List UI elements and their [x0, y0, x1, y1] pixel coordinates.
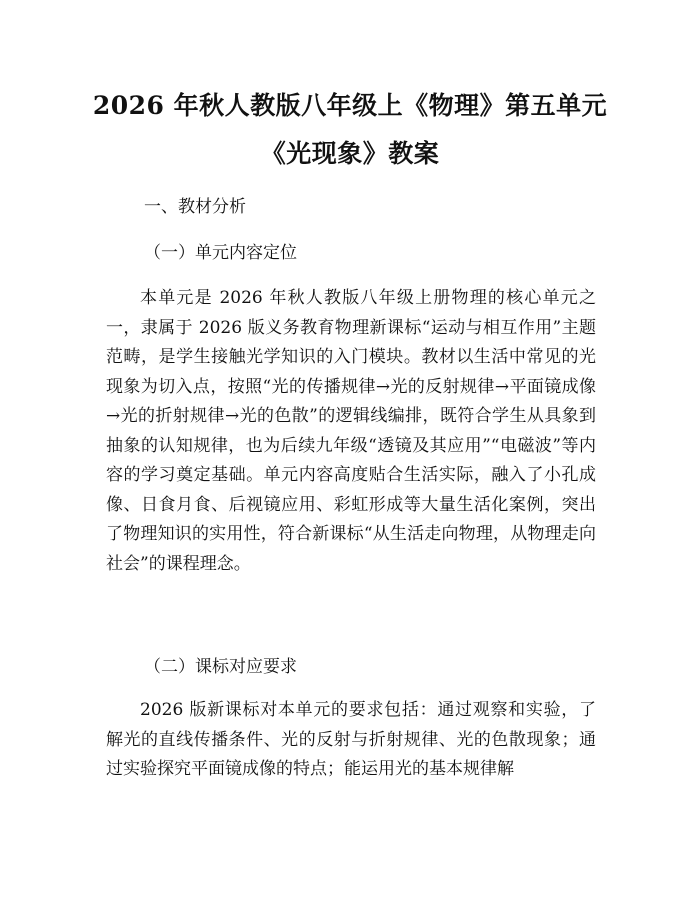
subsection-heading-curriculum-requirements: （二）课标对应要求	[144, 657, 297, 677]
document-title-line-1: 2026 年秋人教版八年级上《物理》第五单元	[92, 91, 608, 120]
paragraph-unit-positioning: 本单元是 2026 年秋人教版八年级上册物理的核心单元之一，隶属于 2026 版义务教育物理新课标“运动与相互作用”主题范畴，是学生接触光学知识的入门模块。教材以生活中常见的光现象为切入点，按照“光的传播规律→光的反射规律→平面镜成像→光的折射规律→光的色散”的逻辑线编排，既符合学生从具象到抽象的认知规律，也为后续九年级“透镜及其应用”“电磁波”等内容的学习奠定基础。单元内容高度贴合生活实际，融入了小孔成像、日食月食、后视镜应用、彩虹形成等大量生活化案例，突出了物理知识的实用性，符合新课标“从生活走向物理，从物理走向社会”的课程理念。	[106, 288, 596, 574]
paragraph-curriculum-requirements: 2026 版新课标对本单元的要求包括：通过观察和实验，了解光的直线传播条件、光的反射与折射规律、光的色散现象；通过实验探究平面镜成像的特点；能运用光的基本规律解	[106, 700, 596, 779]
document-title-line-2: 《光现象》教案	[260, 139, 440, 168]
subsection-heading-unit-positioning: （一）单元内容定位	[144, 243, 297, 263]
section-heading-textbook-analysis: 一、教材分析	[144, 197, 246, 217]
